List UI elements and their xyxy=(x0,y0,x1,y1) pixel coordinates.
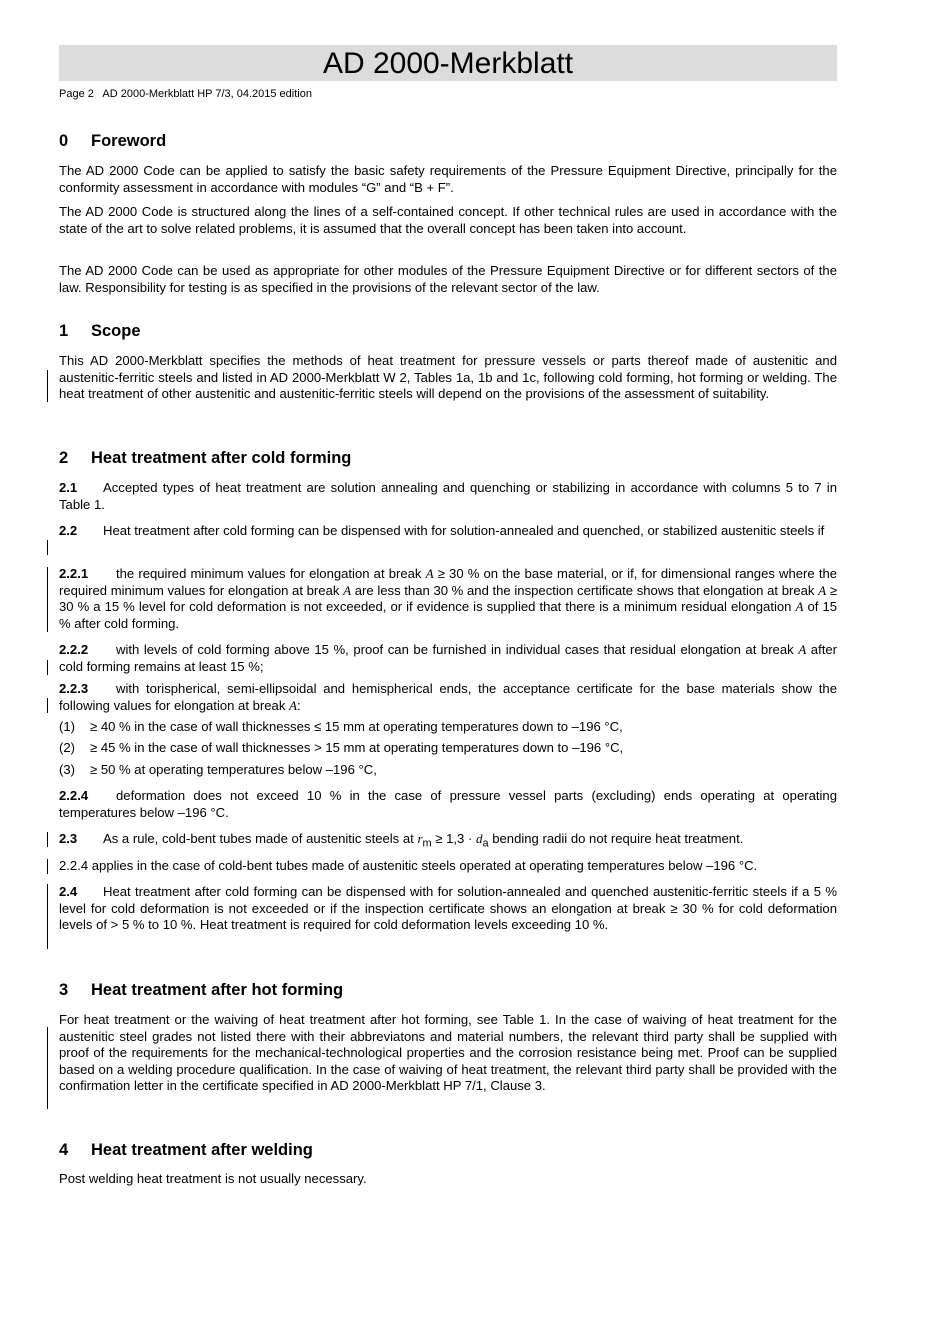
clause-2-3: 2.3 As a rule, cold-bent tubes made of austenitic steels at $r_m \ge 1,3 \cdot d_a$ bending radii do not require heat treatment. xyxy=(59,831,744,850)
clause-2-2: 2.2 Heat treatment after cold forming can be dispensed with for solution-annealed and quenched, or stabilized austenitic steels if xyxy=(59,523,825,538)
change-bar xyxy=(47,567,48,632)
section-heading-scope: 1 Scope xyxy=(59,322,141,340)
page-info: Page 2 AD 2000-Merkblatt HP 7/3, 04.2015 edition xyxy=(59,88,312,100)
list-item: (1) ≥ 40 % in the case of wall thicknesses ≤ 15 mm at operating temperatures down to –196 °C, xyxy=(59,719,623,734)
change-bar xyxy=(47,660,48,675)
scope-paragraph: This AD 2000-Merkblatt specifies the methods of heat treatment for pressure vessels or parts thereof made of austenitic and austenitic-ferritic steels and listed in AD 2000-Merkblatt W 2, Tables 1a, 1b and 1c, following cold forming, hot forming or welding. The heat treatment of other austenitic and austenitic-ferritic steels will depend on the provisions of the assessment of suitability. xyxy=(59,353,837,402)
list-item: (2) ≥ 45 % in the case of wall thicknesses > 15 mm at operating temperatures down to –196 °C, xyxy=(59,740,624,755)
change-bar xyxy=(47,832,48,847)
change-bar xyxy=(47,698,48,713)
section-heading-hot-forming: 3 Heat treatment after hot forming xyxy=(59,981,344,999)
change-bar xyxy=(47,540,48,555)
document-title: AD 2000-Merkblatt xyxy=(322,47,574,80)
change-bar xyxy=(47,859,48,874)
document-title-banner xyxy=(59,45,837,81)
clause-2-2-1: 2.2.1 the required minimum values for elongation at break A ≥ 30 % on the base material, or if, for dimensional ranges where the required minimum values for elongation at break A are less than 30 % and the inspection certificate shows that elongation at break A ≥ 30 % a 15 % level for cold deformation is not exceeded, or if evidence is supplied that there is a minimum residual elongation A of 15 % after cold forming. xyxy=(59,566,838,631)
section-heading-cold-forming: 2 Heat treatment after cold forming xyxy=(59,449,352,467)
section-heading-welding: 4 Heat treatment after welding xyxy=(59,1141,313,1159)
clause-2-2-2: 2.2.2 with levels of cold forming above 15 %, proof can be furnished in individual cases that residual elongation at break A after cold forming remains at least 15 %; xyxy=(59,642,837,674)
hot-forming-paragraph: For heat treatment or the waiving of heat treatment after hot forming, see Table 1. In the case of waiving of heat treatment for the austenitic steel grades not listed there with their abbreviatons and material numbers, the relevant third party shall be supplied with proof of the requirements for the mechanical-technological properties and the corrosion resistance being met. Proof can be supplied based on a welding procedure qualification. In the case of waiving of heat treatment, the relevant third party shall be provided with the confirmation letter in the certificate specified in AD 2000-Merkblatt HP 7/1, Clause 3. xyxy=(59,1012,837,1094)
list-item: (3) ≥ 50 % at operating temperatures below –196 °C, xyxy=(59,762,377,777)
clause-2-2-3: 2.2.3 with torispherical, semi-ellipsoidal and hemispherical ends, the acceptance certificate for the base materials show the following values for elongation at break A: xyxy=(59,681,837,713)
foreword-paragraph-2: The AD 2000 Code is structured along the lines of a self-contained concept. If other technical rules are used in accordance with the state of the art to solve related problems, it is assumed that the overall concept has been taken into account. xyxy=(59,204,837,236)
clause-2-3-note: 2.2.4 applies in the case of cold-bent tubes made of austenitic steels operated at operating temperatures below –196 °C. xyxy=(59,858,758,873)
clause-2-2-4: 2.2.4 deformation does not exceed 10 % in the case of pressure vessel parts (excluding) ends operating at operating temperatures below –196 °C. xyxy=(59,788,837,820)
welding-paragraph: Post welding heat treatment is not usually necessary. xyxy=(59,1171,367,1186)
change-bar xyxy=(47,884,48,949)
foreword-paragraph-1: The AD 2000 Code can be applied to satisfy the basic safety requirements of the Pressure Equipment Directive, principally for the conformity assessment in accordance with modules “G” and “B + F”. xyxy=(59,163,837,195)
section-heading-foreword: 0 Foreword xyxy=(59,132,167,150)
change-bar xyxy=(47,1027,48,1109)
clause-2-4: 2.4 Heat treatment after cold forming can be dispensed with for solution-annealed and quenched austenitic-ferritic steels if a 5 % level for cold deformation is not exceeded or if the inspection certificate shows an elongation at break ≥ 30 % for cold deformation levels of > 5 % to 10 %. Heat treatment is required for cold deformation levels exceeding 10 %. xyxy=(59,884,837,933)
change-bar xyxy=(47,370,48,402)
foreword-paragraph-3: The AD 2000 Code can be used as appropriate for other modules of the Pressure Equipment Directive or for different sectors of the law. Responsibility for testing is as specified in the provisions of the relevant sector of the law. xyxy=(59,263,837,295)
clause-2-1: 2.1 Accepted types of heat treatment are solution annealing and quenching or stabilizing in accordance with columns 5 to 7 in Table 1. xyxy=(59,480,837,512)
